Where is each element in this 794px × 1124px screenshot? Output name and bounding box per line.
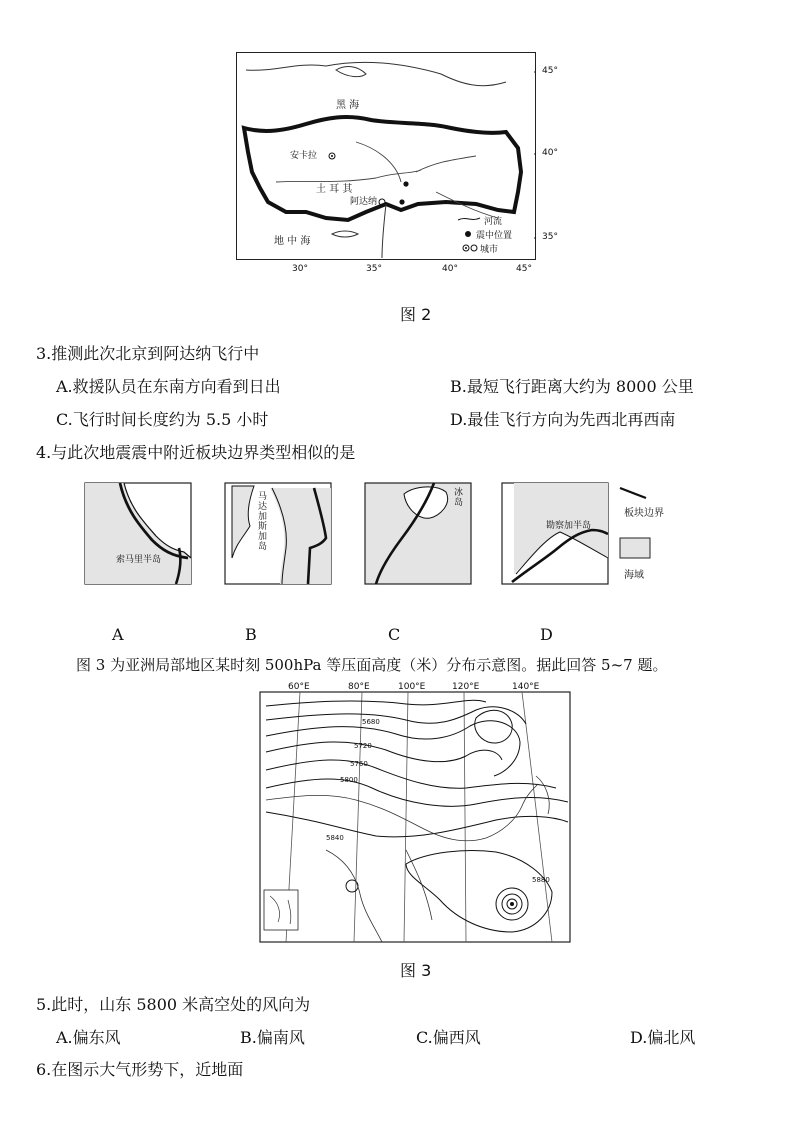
question-3-option-d[interactable]: D.最佳飞行方向为先西北再西南 [450,410,676,429]
figure-2 [236,52,558,274]
question-3-option-c[interactable]: C.飞行时间长度约为 5.5 小时 [56,410,269,429]
legend-sea: 海域 [624,570,644,581]
black-sea-label: 黑 海 [336,100,360,111]
lon-tick-30: 30° [292,264,308,274]
contour-label-5760: 5760 [350,760,368,768]
epicenter-marker [403,181,408,186]
question-4-option-a[interactable]: A [112,625,124,644]
lat-tick-35: 35° [542,232,558,242]
question-4-option-d[interactable]: D [540,625,553,644]
adana-label: 阿达纳 [350,197,378,207]
figure-3 [256,680,576,944]
contour-label-5680: 5680 [362,718,380,726]
question-6-stem: 6.在图示大气形势下，近地面 [36,1060,244,1079]
lat-tick-40: 40° [542,148,558,158]
turkey-label: 土 耳 其 [316,184,353,195]
question-5-option-d[interactable]: D.偏北风 [630,1028,696,1047]
question-4-option-b[interactable]: B [245,625,257,644]
legend-boundary-symbol [620,488,646,498]
question-3-option-b[interactable]: B.最短飞行距离大约为 8000 公里 [450,377,694,396]
legend-epicenter: 震中位置 [476,231,513,241]
contour-label-5720: 5720 [354,742,372,750]
lat-tick-45: 45° [542,66,558,76]
question-5-option-b[interactable]: B.偏南风 [240,1028,305,1047]
question-4-stem: 4.与此次地震震中附近板块边界类型相似的是 [36,443,356,462]
mediterranean-label: 地 中 海 [274,236,311,247]
legend-river: 河流 [484,217,503,227]
contour-label-5840: 5840 [326,834,344,842]
question-3-option-a[interactable]: A.救援队员在东南方向看到日出 [56,377,281,396]
question-5-stem: 5.此时，山东 5800 米高空处的风向为 [36,995,311,1014]
legend-boundary: 板块边界 [624,508,664,519]
inset-map [264,890,298,930]
lon-label-140e: 140°E [512,682,540,692]
epicenter-marker [399,199,404,204]
legend-sea-symbol [620,538,650,558]
question-5-option-c[interactable]: C.偏西风 [416,1028,481,1047]
label-somali: 索马里半岛 [116,555,162,565]
lon-tick-45: 45° [516,264,532,274]
legend-city: 城市 [480,245,499,255]
lon-label-100e: 100°E [398,682,426,692]
lon-tick-40: 40° [442,264,458,274]
lon-label-80e: 80°E [348,682,370,692]
figure-3-caption: 图 3 [400,961,432,980]
question-4-maps [84,478,724,618]
label-kamchatka: 勘察加半岛 [546,521,592,531]
lon-label-60e: 60°E [288,682,310,692]
lon-tick-35: 35° [366,264,382,274]
figure-2-caption: 图 2 [400,305,432,324]
question-5-option-a[interactable]: A.偏东风 [56,1028,121,1047]
question-3-stem: 3.推测此次北京到阿达纳飞行中 [36,344,260,363]
ankara-label: 安卡拉 [290,151,318,161]
lon-label-120e: 120°E [452,682,480,692]
figure-3-map [256,680,576,944]
label-madagascar: 马达加斯加岛 [258,492,268,552]
label-iceland: 冰岛 [454,488,464,508]
intro-questions-5-7: 图 3 为亚洲局部地区某时刻 500hPa 等压面高度（米）分布示意图。据此回答 5~7 题。 [76,656,668,674]
question-4-option-c[interactable]: C [388,625,401,644]
contour-label-5800: 5800 [340,776,358,784]
contour-label-5880: 5880 [532,876,550,884]
